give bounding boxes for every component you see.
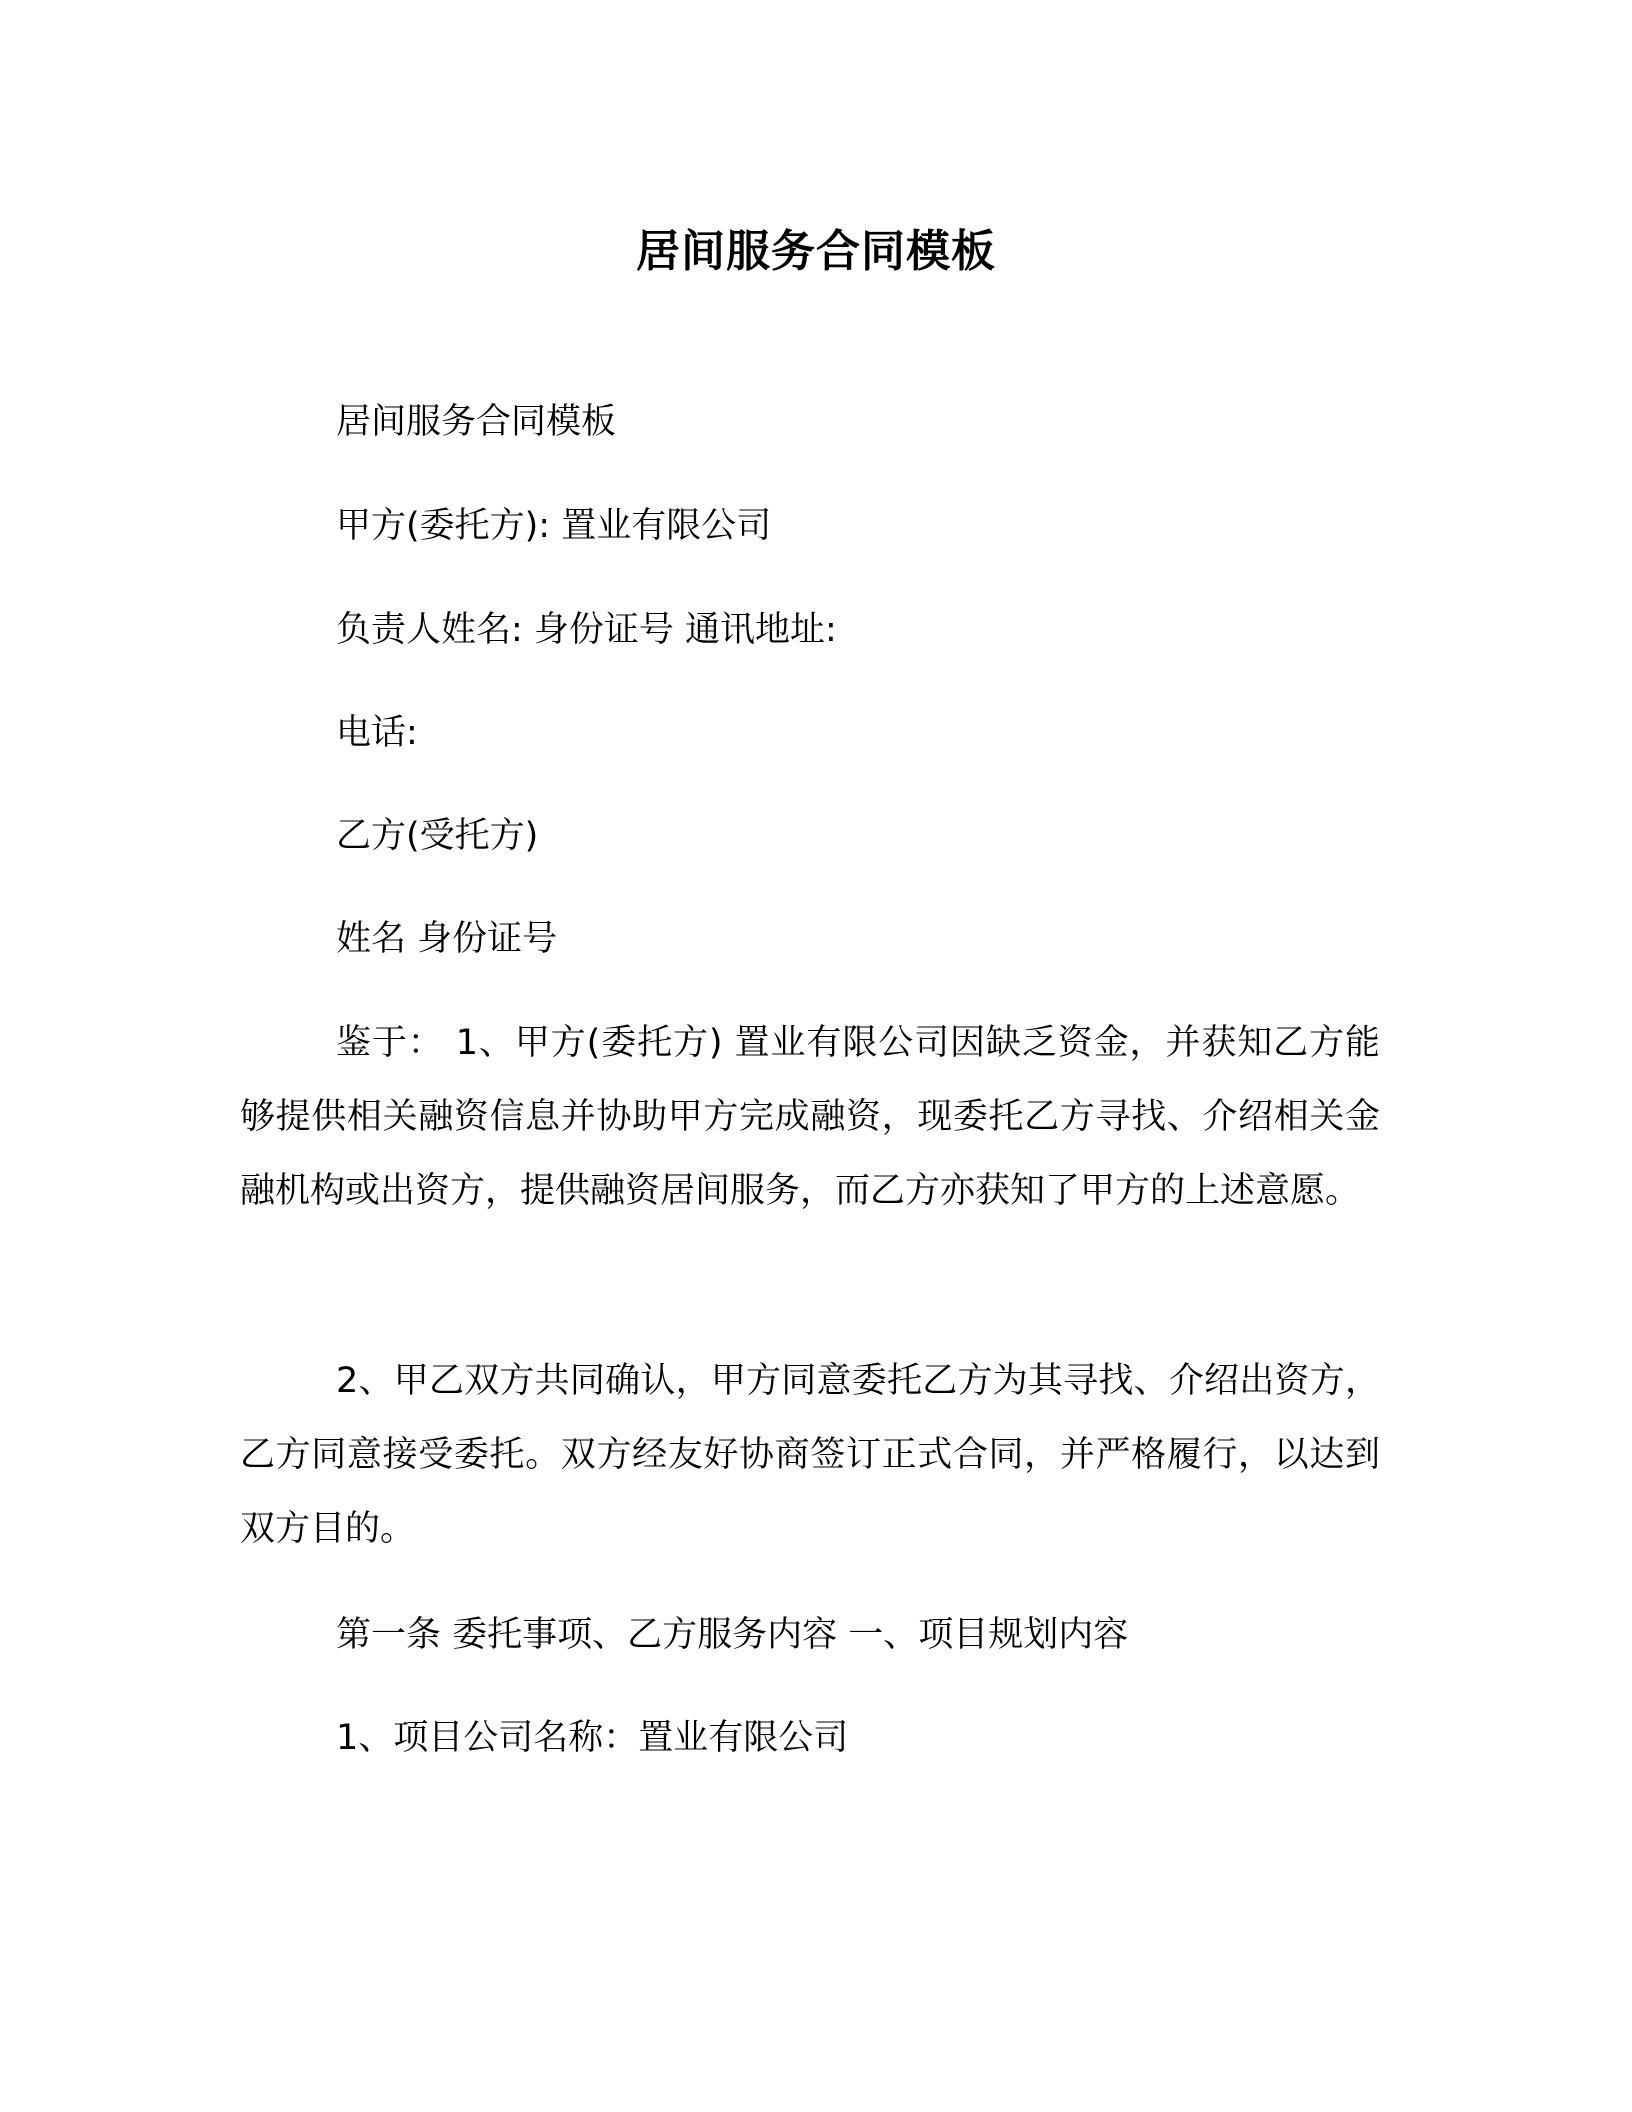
article-1-heading: 第一条 委托事项、乙方服务内容 一、项目规划内容	[336, 1615, 1129, 1655]
phone-line: 电话:	[336, 713, 418, 753]
party-a-info-line: 负责人姓名: 身份证号 通讯地址:	[336, 610, 837, 650]
party-a-line: 甲方(委托方): 置业有限公司	[336, 506, 772, 546]
recital-paragraph-1: 鉴于： 1、甲方(委托方) 置业有限公司因缺乏资金，并获知乙方能够提供相关融资信息并协助甲方完成融资，现委托乙方寻找、介绍相关金融机构或出资方，提供融资居间服务，而乙方亦获知了甲方的上述意愿。	[240, 1023, 1380, 1211]
recital-paragraph-2: 2、甲乙双方共同确认，甲方同意委托乙方为其寻找、介绍出资方，乙方同意接受委托。双方经友好协商签订正式合同，并严格履行，以达到双方目的。	[240, 1361, 1380, 1549]
document-subtitle: 居间服务合同模板	[336, 402, 617, 442]
party-b-line: 乙方(受托方)	[336, 816, 539, 856]
document-title: 居间服务合同模板	[636, 226, 996, 277]
party-b-info-line: 姓名 身份证号	[336, 919, 558, 959]
article-1-item-1: 1、项目公司名称：置业有限公司	[336, 1718, 849, 1758]
